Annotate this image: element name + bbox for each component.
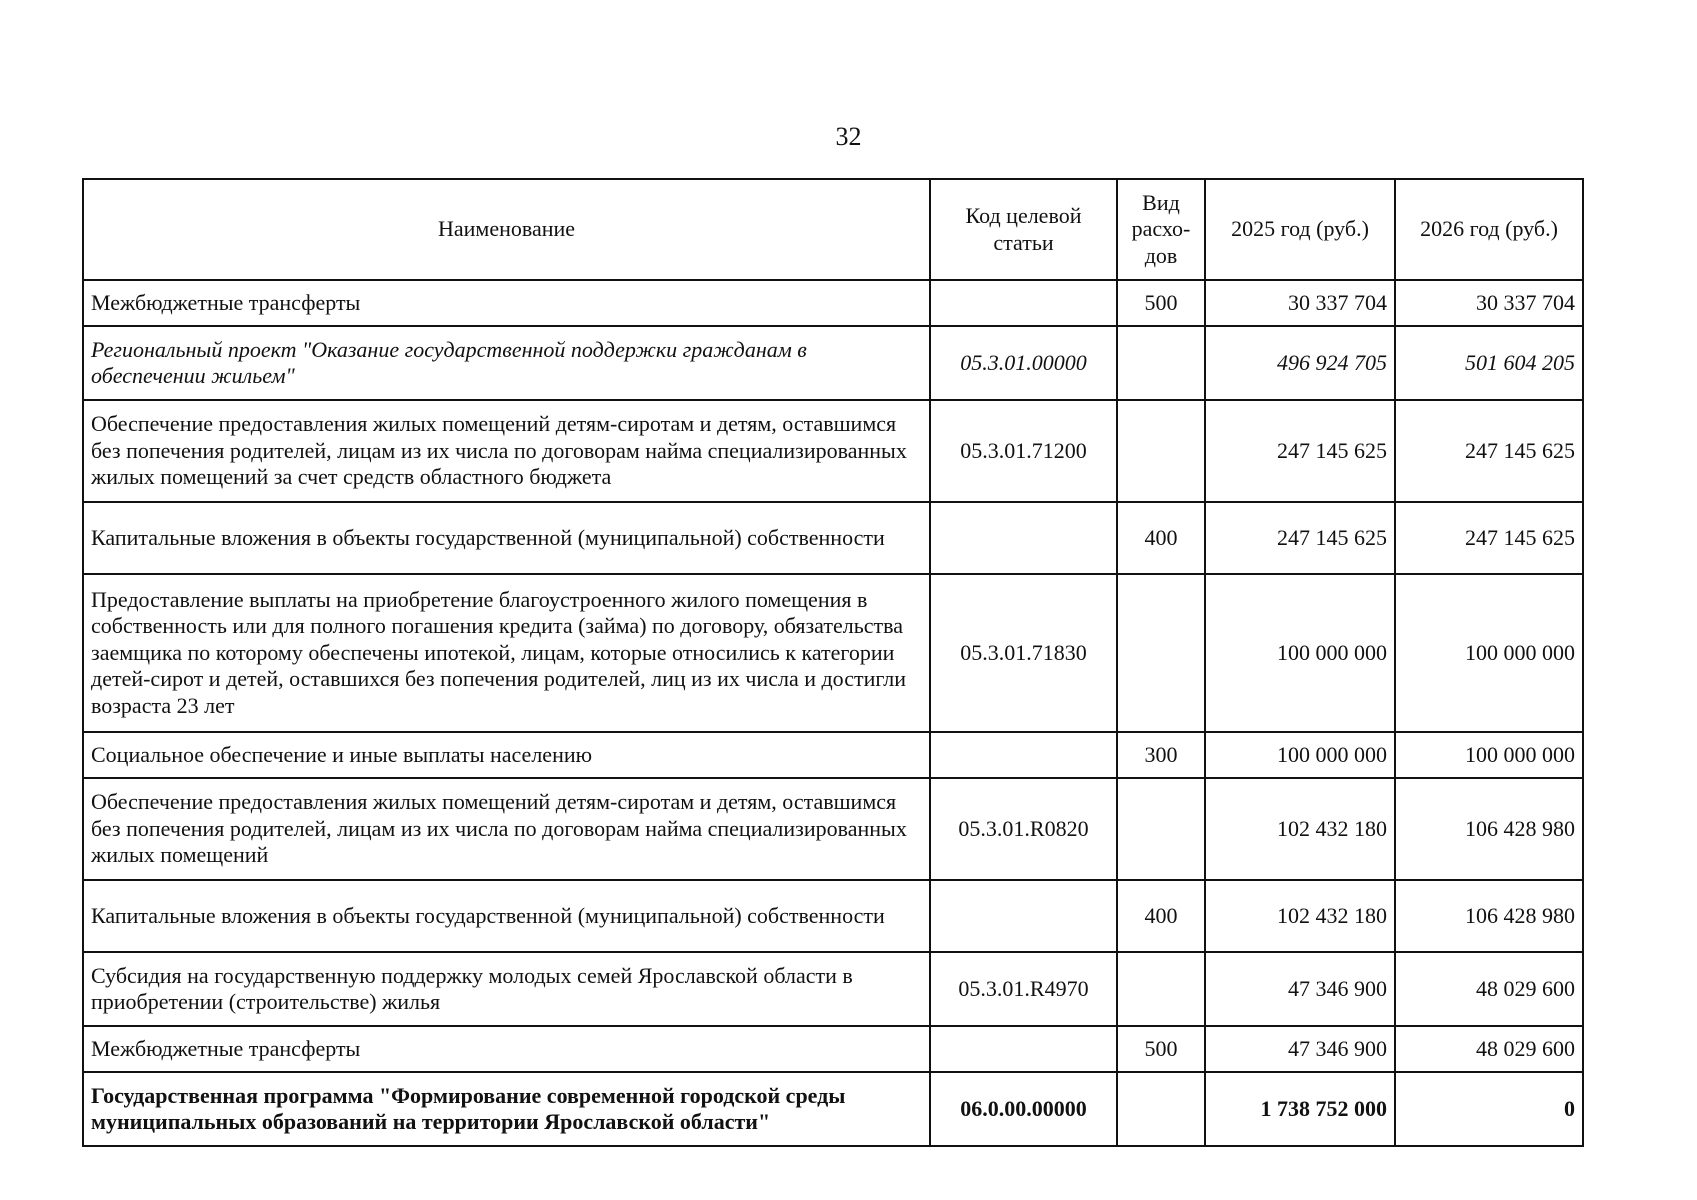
row-kind: 400 [1117, 502, 1205, 574]
row-name: Капитальные вложения в объекты государственной (муниципальной) собственности [83, 502, 930, 574]
row-amount-2026: 48 029 600 [1395, 952, 1583, 1026]
table-row [83, 778, 1583, 880]
row-amount-2025: 30 337 704 [1205, 280, 1395, 326]
row-kind [1117, 574, 1205, 732]
table-row [83, 1026, 1583, 1072]
row-name: Предоставление выплаты на приобретение благоустроенного жилого помещения в собственность или для полного погашения кредита (займа) по договору, обязательства заемщика по которому обеспечены ипотекой, лицам, которые относились к категории детей-сирот и детей, оставшихся без попечения родителей, лиц из их числа и достигли возраста 23 лет [83, 574, 930, 732]
row-name: Межбюджетные трансферты [83, 280, 930, 326]
row-amount-2025: 102 432 180 [1205, 778, 1395, 880]
row-amount-2026: 100 000 000 [1395, 574, 1583, 732]
row-amount-2025: 102 432 180 [1205, 880, 1395, 952]
table-row [83, 574, 1583, 732]
row-name: Обеспечение предоставления жилых помещений детям-сиротам и детям, оставшимся без попечения родителей, лицам из их числа по договорам найма специализированных жилых помещений за счет средств областного бюджета [83, 400, 930, 502]
row-code [930, 502, 1117, 574]
row-code [930, 732, 1117, 778]
row-code: 05.3.01.R4970 [930, 952, 1117, 1026]
row-amount-2026: 501 604 205 [1395, 326, 1583, 400]
table-row [83, 502, 1583, 574]
row-code: 05.3.01.71200 [930, 400, 1117, 502]
row-kind [1117, 400, 1205, 502]
row-kind: 500 [1117, 280, 1205, 326]
row-amount-2026: 247 145 625 [1395, 502, 1583, 574]
header-code: Код целевой статьи [930, 179, 1117, 280]
table-row [83, 880, 1583, 952]
row-kind: 300 [1117, 732, 1205, 778]
header-year-2025: 2025 год (руб.) [1205, 179, 1395, 280]
row-amount-2026: 247 145 625 [1395, 400, 1583, 502]
row-kind [1117, 1072, 1205, 1146]
row-code [930, 280, 1117, 326]
row-amount-2025: 47 346 900 [1205, 1026, 1395, 1072]
row-amount-2026: 100 000 000 [1395, 732, 1583, 778]
row-amount-2026: 30 337 704 [1395, 280, 1583, 326]
row-kind: 500 [1117, 1026, 1205, 1072]
header-kind: Вид расхо-дов [1117, 179, 1205, 280]
row-amount-2025: 47 346 900 [1205, 952, 1395, 1026]
header-year-2026: 2026 год (руб.) [1395, 179, 1583, 280]
row-name: Капитальные вложения в объекты государственной (муниципальной) собственности [83, 880, 930, 952]
row-name: Государственная программа "Формирование современной городской среды муниципальных образований на территории Ярославской области" [83, 1072, 930, 1146]
page-number: 32 [835, 122, 862, 151]
row-code: 05.3.01.R0820 [930, 778, 1117, 880]
row-kind [1117, 952, 1205, 1026]
row-name: Социальное обеспечение и иные выплаты населению [83, 732, 930, 778]
row-amount-2026: 48 029 600 [1395, 1026, 1583, 1072]
row-amount-2026: 106 428 980 [1395, 778, 1583, 880]
row-kind [1117, 326, 1205, 400]
row-code: 06.0.00.00000 [930, 1072, 1117, 1146]
table-row [83, 280, 1583, 326]
table-header-row [83, 179, 1583, 280]
row-name: Субсидия на государственную поддержку молодых семей Ярославской области в приобретении (строительстве) жилья [83, 952, 930, 1026]
row-code [930, 1026, 1117, 1072]
row-amount-2025: 100 000 000 [1205, 732, 1395, 778]
header-name: Наименование [83, 179, 930, 280]
table-row [83, 1072, 1583, 1146]
row-amount-2025: 1 738 752 000 [1205, 1072, 1395, 1146]
row-name: Межбюджетные трансферты [83, 1026, 930, 1072]
row-name: Обеспечение предоставления жилых помещений детям-сиротам и детям, оставшимся без попечения родителей, лицам из их числа по договорам найма специализированных жилых помещений [83, 778, 930, 880]
row-name: Региональный проект "Оказание государственной поддержки гражданам в обеспечении жильем" [83, 326, 930, 400]
row-amount-2025: 247 145 625 [1205, 400, 1395, 502]
table-row [83, 326, 1583, 400]
row-kind: 400 [1117, 880, 1205, 952]
row-amount-2026: 0 [1395, 1072, 1583, 1146]
row-amount-2025: 247 145 625 [1205, 502, 1395, 574]
row-kind [1117, 778, 1205, 880]
row-code [930, 880, 1117, 952]
row-code: 05.3.01.71830 [930, 574, 1117, 732]
row-code: 05.3.01.00000 [930, 326, 1117, 400]
row-amount-2026: 106 428 980 [1395, 880, 1583, 952]
row-amount-2025: 100 000 000 [1205, 574, 1395, 732]
budget-table [82, 178, 1584, 1147]
row-amount-2025: 496 924 705 [1205, 326, 1395, 400]
table-row [83, 952, 1583, 1026]
table-row [83, 732, 1583, 778]
table-row [83, 400, 1583, 502]
